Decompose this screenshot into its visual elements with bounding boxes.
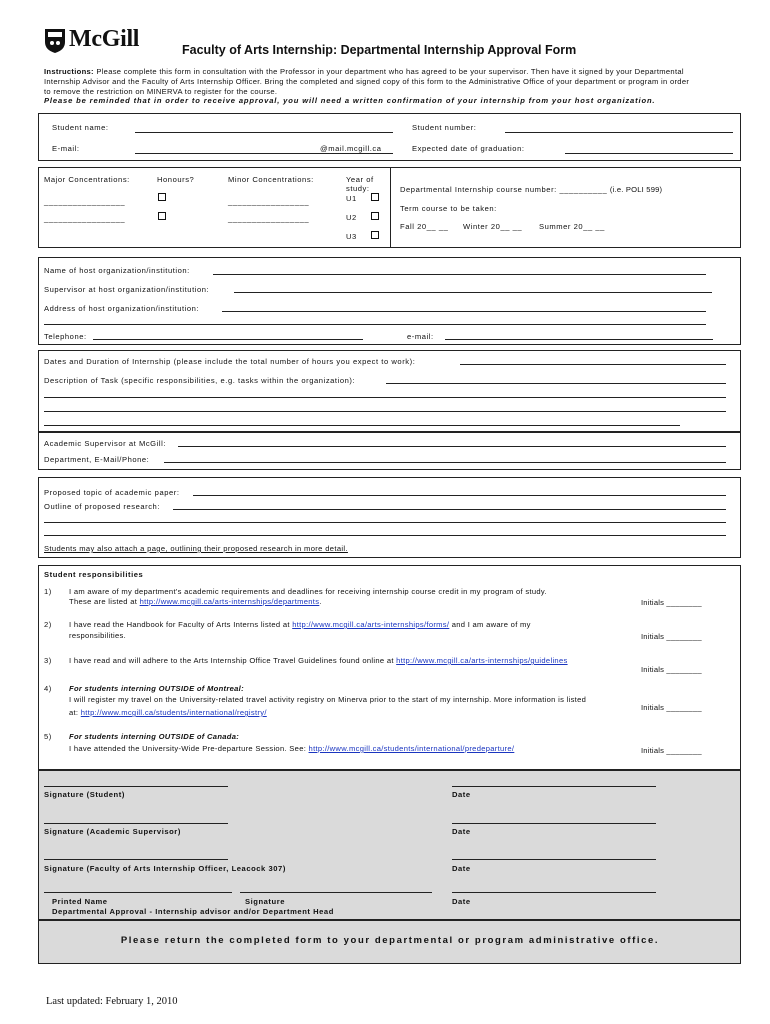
instructions-line-2: Internship Advisor and the Faculty of Arts Internship Officer. Bring the completed and signed copy of this form to the Administrative Office of your department or program in order [44, 77, 690, 86]
instructions-reminder: Please be reminded that in order to receive approval, you will need a written confirmation of your internship from your host organization. [44, 96, 656, 105]
item-2-initials[interactable]: Initials ________ [641, 632, 702, 641]
student-number-line[interactable] [505, 132, 733, 133]
academic-date-line[interactable] [452, 823, 656, 824]
item-2-text: I have read the Handbook for Faculty of Arts Interns listed at [69, 620, 293, 629]
signature-section [38, 770, 741, 920]
item-4-title: For students interning OUTSIDE of Montreal: [69, 684, 244, 693]
item-1-line-1: I am aware of my department's academic requirements and deadlines for receiving internship course credit in my program of study. [69, 587, 547, 596]
student-name-line[interactable] [135, 132, 393, 133]
email-domain: @mail.mcgill.ca [320, 144, 382, 153]
minor-concentrations-label: Minor Concentrations: [228, 175, 314, 184]
item-4-number: 4) [44, 684, 52, 693]
host-org-label: Name of host organization/institution: [44, 266, 190, 275]
item-5-initials[interactable]: Initials ________ [641, 746, 702, 755]
research-outline-line-3[interactable] [44, 535, 726, 536]
attach-note: Students may also attach a page, outlining their proposed research in more detail. [44, 544, 348, 553]
dept-date-line[interactable] [452, 892, 656, 893]
item-5-text: I have attended the University-Wide Pre-departure Session. See: [69, 744, 309, 753]
paper-topic-label: Proposed topic of academic paper: [44, 488, 180, 497]
major-concentrations-label: Major Concentrations: [44, 175, 130, 184]
dept-approval-label: Departmental Approval - Internship advisor and/or Department Head [52, 907, 334, 916]
dept-signature-line[interactable] [240, 892, 432, 893]
student-signature-line[interactable] [44, 786, 228, 787]
responsibilities-heading: Student responsibilities [44, 570, 144, 579]
academic-date-label: Date [452, 827, 471, 836]
host-address-line-1[interactable] [222, 311, 706, 312]
host-address-label: Address of host organization/institution: [44, 304, 200, 313]
dates-line[interactable] [460, 364, 726, 365]
honours-label: Honours? [157, 175, 195, 184]
instructions-line-1 [44, 67, 684, 76]
graduation-label: Expected date of graduation: [412, 144, 525, 153]
course-number-label [400, 185, 662, 194]
item-3-line-1 [69, 656, 568, 665]
item-1-number: 1) [44, 587, 52, 596]
instructions-text-1: Please complete this form in consultation with the Professor in your department who has agreed to be your supervisor. Then have it signed by your Departmental [96, 67, 684, 76]
year-label-1: Year of [346, 175, 374, 184]
item-2-line-1 [69, 620, 531, 629]
return-note: Please return the completed form to your departmental or program administrative office. [120, 935, 660, 946]
course-number-blank[interactable]: __________ [559, 185, 608, 194]
officer-date-label: Date [452, 864, 471, 873]
item-3-number: 3) [44, 656, 52, 665]
major-blank-1[interactable]: _________________ [44, 197, 126, 206]
logo-wordmark: McGill [69, 26, 140, 52]
officer-signature-line[interactable] [44, 859, 228, 860]
item-1-initials[interactable]: Initials ________ [641, 598, 702, 607]
course-number-text: Departmental Internship course number: [400, 185, 557, 194]
email-label: E-mail: [52, 144, 80, 153]
mcgill-crest-icon [44, 28, 66, 54]
dept-signature-label: Signature [245, 897, 285, 906]
instructions-label: Instructions: [44, 67, 94, 76]
task-line-3[interactable] [44, 411, 726, 412]
item-3-initials[interactable]: Initials ________ [641, 665, 702, 674]
item-2-number: 2) [44, 620, 52, 629]
item-1-text: These are listed at [69, 597, 140, 606]
minor-blank-1[interactable]: _________________ [228, 197, 310, 206]
departments-link[interactable]: http://www.mcgill.ca/arts-internships/departments [139, 597, 320, 606]
term-summer[interactable]: Summer 20__ __ [539, 222, 605, 231]
task-line-1[interactable] [386, 383, 726, 384]
term-winter[interactable]: Winter 20__ __ [463, 222, 523, 231]
instructions-line-3: to remove the restriction on MINERVA to register for the course. [44, 87, 278, 96]
printed-name-label: Printed Name [52, 897, 108, 906]
student-number-label: Student number: [412, 123, 477, 132]
academic-supervisor-label: Academic Supervisor at McGill: [44, 439, 167, 448]
concentrations-divider [390, 167, 391, 248]
major-blank-2[interactable]: _________________ [44, 214, 126, 223]
task-line-4[interactable] [44, 425, 680, 426]
printed-name-line[interactable] [44, 892, 232, 893]
year-of-study-label [346, 175, 374, 193]
year-u1-checkbox[interactable] [371, 193, 379, 201]
academic-box [38, 432, 741, 470]
dates-label: Dates and Duration of Internship (please include the total number of hours you expect to work): [44, 357, 416, 366]
graduation-line[interactable] [565, 153, 733, 154]
year-u3-checkbox[interactable] [371, 231, 379, 239]
student-date-label: Date [452, 790, 471, 799]
term-fall[interactable]: Fall 20__ __ [400, 222, 449, 231]
academic-supervisor-line[interactable] [178, 446, 726, 447]
year-u3-label: U3 [346, 232, 357, 241]
research-outline-label: Outline of proposed research: [44, 502, 160, 511]
host-email-line[interactable] [445, 339, 713, 340]
course-example: (i.e. POLI 599) [609, 185, 663, 194]
forms-link[interactable]: http://www.mcgill.ca/arts-internships/forms/ [292, 620, 450, 629]
academic-signature-line[interactable] [44, 823, 228, 824]
student-name-label: Student name: [52, 123, 109, 132]
honours-checkbox-1[interactable] [158, 193, 166, 201]
officer-date-line[interactable] [452, 859, 656, 860]
academic-signature-label: Signature (Academic Supervisor) [44, 827, 181, 836]
item-4-initials[interactable]: Initials ________ [641, 703, 702, 712]
dept-date-label: Date [452, 897, 471, 906]
page-title: Faculty of Arts Internship: Departmental Internship Approval Form [182, 43, 577, 57]
host-supervisor-label: Supervisor at host organization/institution: [44, 285, 210, 294]
student-signature-label: Signature (Student) [44, 790, 125, 799]
item-3-text: I have read and will adhere to the Arts Internship Office Travel Guidelines found online at [69, 656, 397, 665]
item-2-text-post: and I am aware of my [449, 620, 531, 629]
item-1-line-2 [69, 597, 322, 606]
item-5-title: For students interning OUTSIDE of Canada: [69, 732, 240, 741]
email-line[interactable] [135, 153, 393, 154]
host-address-line-2[interactable] [44, 324, 706, 325]
year-u2-label: U2 [346, 213, 357, 222]
department-contact-line[interactable] [164, 462, 726, 463]
item-5-line-1 [69, 744, 514, 753]
item-2-line-2: responsibilities. [69, 631, 127, 640]
officer-signature-label: Signature (Faculty of Arts Internship Officer, Leacock 307) [44, 864, 286, 873]
term-label: Term course to be taken: [400, 204, 497, 213]
item-5-number: 5) [44, 732, 52, 741]
item-4-line-1: I will register my travel on the University-related travel activity registry on Minerva prior to the start of my internship. More information is listed [69, 695, 587, 704]
task-line-2[interactable] [44, 397, 726, 398]
student-date-line[interactable] [452, 786, 656, 787]
guidelines-link[interactable]: http://www.mcgill.ca/arts-internships/guidelines [396, 656, 568, 665]
registry-link[interactable]: http://www.mcgill.ca/students/international/registry/ [80, 708, 267, 717]
honours-checkbox-2[interactable] [158, 212, 166, 220]
telephone-label: Telephone: [44, 332, 87, 341]
host-email-label: e-mail: [407, 332, 434, 341]
department-contact-label: Department, E-Mail/Phone: [44, 455, 150, 464]
year-label-2: study: [346, 184, 370, 193]
research-outline-line-1[interactable] [173, 509, 726, 510]
minor-blank-2[interactable]: _________________ [228, 214, 310, 223]
item-4-text: at: [69, 708, 81, 717]
research-outline-line-2[interactable] [44, 522, 726, 523]
task-label: Description of Task (specific responsibilities, e.g. tasks within the organization): [44, 376, 356, 385]
last-updated: Last updated: February 1, 2010 [46, 996, 178, 1007]
year-u1-label: U1 [346, 194, 357, 203]
predeparture-link[interactable]: http://www.mcgill.ca/students/international/predeparture/ [308, 744, 515, 753]
telephone-line[interactable] [93, 339, 363, 340]
item-1-period: . [319, 597, 322, 606]
host-org-line[interactable] [213, 274, 706, 275]
host-supervisor-line[interactable] [234, 292, 712, 293]
paper-topic-line[interactable] [193, 495, 726, 496]
year-u2-checkbox[interactable] [371, 212, 379, 220]
item-4-line-2 [69, 708, 267, 717]
